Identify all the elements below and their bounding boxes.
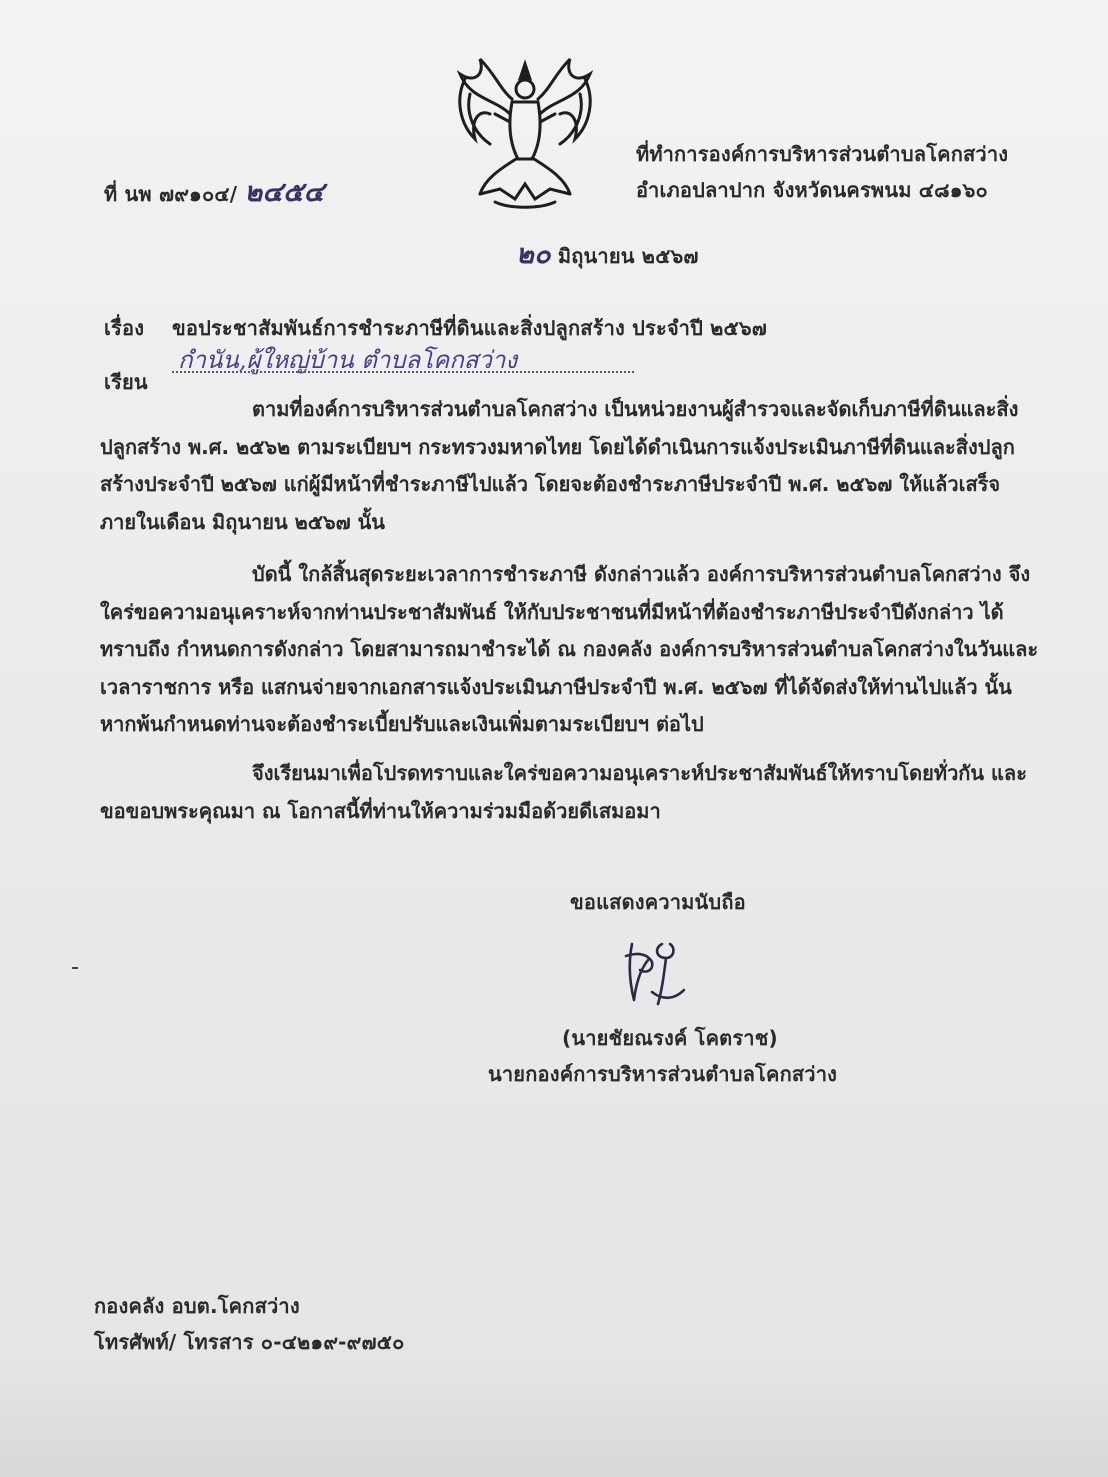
letter-date: ๒๐ มิถุนายน ๒๕๖๗ xyxy=(516,239,699,270)
recipient-dotted-line xyxy=(172,371,634,373)
signer-name: (นายชัยณรงค์ โคตราช) xyxy=(562,1026,778,1050)
subject-text: ขอประชาสัมพันธ์การชำระภาษีที่ดินและสิ่งปลูกสร้าง ประจำปี ๒๕๖๗ xyxy=(172,316,768,340)
signature-icon xyxy=(618,934,698,1014)
paper-shadow xyxy=(0,1357,1108,1477)
footer-department: กองคลัง อบต.โคกสว่าง xyxy=(94,1294,300,1318)
recipient-handwritten: กำนัน,ผู้ใหญ่บ้าน ตำบลโคกสว่าง xyxy=(178,346,518,374)
recipient-label: เรียน xyxy=(104,370,148,394)
body-paragraph-2: บัดนี้ ใกล้สิ้นสุดระยะเวลาการชำระภาษี ดังกล่าวแล้ว องค์การบริหารส่วนตำบลโคกสว่าง จึงใคร่ขอความอนุเคราะห์จากท่านประชาสัมพันธ์ ให้กับประชาชนที่มีหน้าที่ต้องชำระภาษีประจำปีดังกล่าว ได้ทราบถึง กำหนดการดังกล่าว โดยสามารถมาชำระได้ ณ กองคลัง องค์การบริหารส่วนตำบลโคกสว่างในวันและเวลาราชการ หรือ แสกนจ่ายจากเอกสารแจ้งประเมินภาษีประจำปี พ.ศ. ๒๕๖๗ ที่ได้จัดส่งให้ท่านไปแล้ว นั้น หากพ้นกำหนดท่านจะต้องชำระเบี้ยปรับและเงินเพิ่มตามระเบียบฯ ต่อไป xyxy=(100,562,1039,736)
document-number: ที่ นพ ๗๙๑๐๔/ ๒๔๕๔ xyxy=(104,177,325,208)
body-paragraph-1: ตามที่องค์การบริหารส่วนตำบลโคกสว่าง เป็นหน่วยงานผู้สำรวจและจัดเก็บภาษีที่ดินและสิ่งปลูกสร้าง พ.ศ. ๒๕๖๒ ตามระเบียบฯ กระทรวงมหาดไทย โดยได้ดำเนินการแจ้งประเมินภาษีที่ดินและสิ่งปลูกสร้างประจำปี ๒๕๖๗ แก่ผู้มีหน้าที่ชำระภาษีไปแล้ว โดยจะต้องชำระภาษีประจำปี พ.ศ. ๒๕๖๗ ให้แล้วเสร็จภายในเดือน มิถุนายน ๒๕๖๗ นั้น xyxy=(100,397,1019,534)
office-address: อำเภอปลาปาก จังหวัดนครพนม ๔๘๑๖๐ xyxy=(636,178,988,202)
office-name: ที่ทำการองค์การบริหารส่วนตำบลโคกสว่าง xyxy=(636,142,1009,166)
garuda-emblem-icon xyxy=(440,44,610,214)
subject-label: เรื่อง xyxy=(104,316,145,340)
body-paragraph-3: จึงเรียนมาเพื่อโปรดทราบและใคร่ขอความอนุเคราะห์ประชาสัมพันธ์ให้ทราบโดยทั่วกัน และขอขอบพระคุณมา ณ โอกาสนี้ที่ท่านให้ความร่วมมือด้วยดีเสมอมา xyxy=(100,761,1027,823)
signer-title: นายกองค์การบริหารส่วนตำบลโคกสว่าง xyxy=(488,1062,838,1086)
closing-regards: ขอแสดงความนับถือ xyxy=(570,890,746,914)
footer-phone: โทรศัพท์/ โทรสาร ๐-๔๒๑๙-๙๗๕๐ xyxy=(94,1330,405,1354)
stray-mark xyxy=(72,967,78,969)
